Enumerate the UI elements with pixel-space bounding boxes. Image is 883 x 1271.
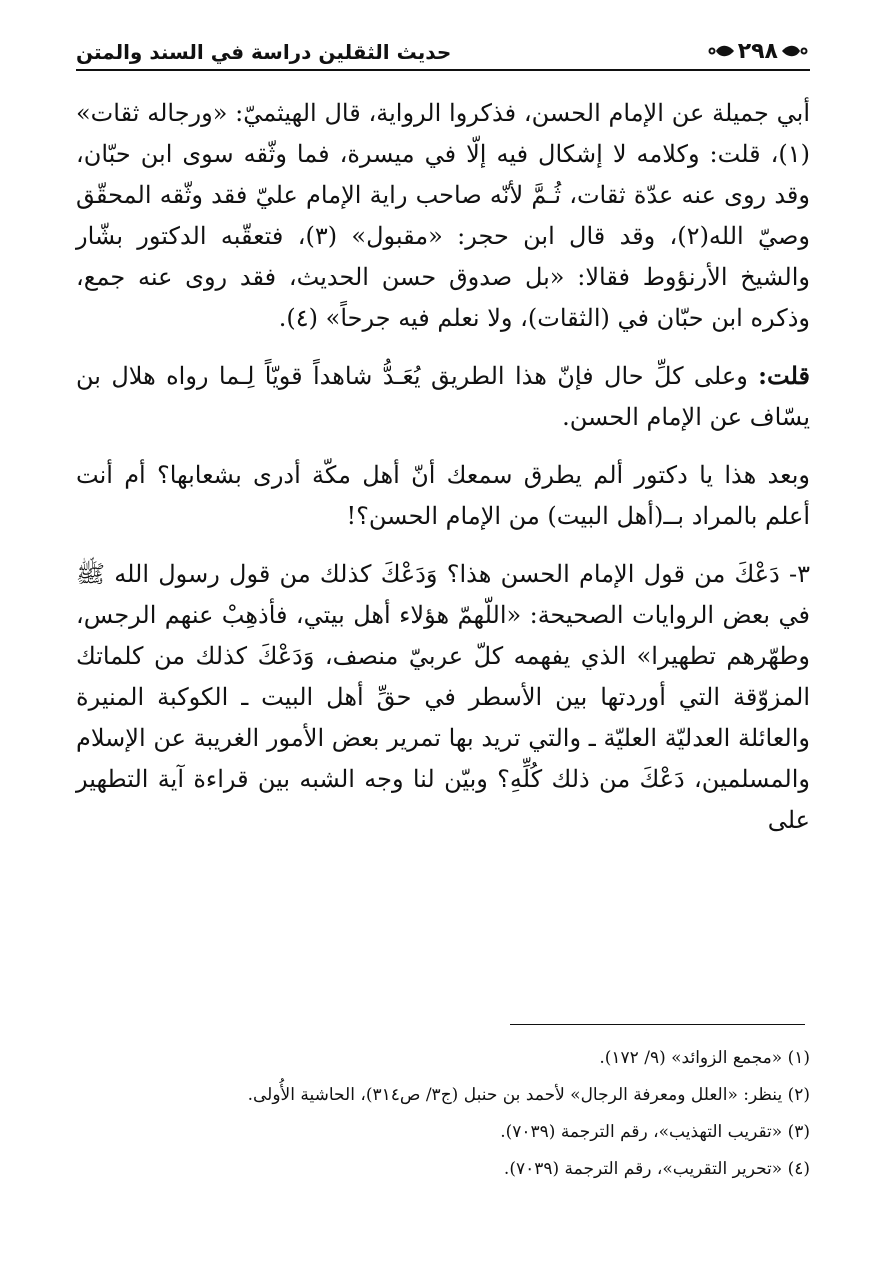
page-number-block [706,36,810,66]
right-ornament-icon [780,42,810,60]
paragraph-text: ٣- دَعْكَ من قول الإمام الحسن هذا؟ وَدَعْكَ كذلك من قول رسول الله ﷺ في بعض الروايات الصحيحة: «اللّهمّ هؤلاء أهل بيتي، فأذهِبْ عنهم الرجس، وطهّرهم تطهيرا» الذي يفهمه كلّ عربيّ منصف، وَدَعْكَ كذلك من كلماتك المزوّقة التي أوردتها بين الأسطر في حقِّ أهل البيت ـ الكوكبة المنيرة والعائلة العدليّة العليّة ـ والتي تريد بها تمرير بعض الأمور الغريبة عن الإسلام والمسلمين، دَعْكَ من ذلك كُلِّهِ؟ وبيّن لنا وجه الشبه بين قراءة آية التطهير على [76,560,810,834]
left-ornament-icon [706,42,736,60]
running-header [76,36,810,72]
paragraph-text: أبي جميلة عن الإمام الحسن، فذكروا الرواية، قال الهيثميّ: «ورجاله ثقات» (١)، قلت: وكلامه لا إشكال فيه إلّا في ميسرة، فما وثّقه سوى ابن حبّان، وقد روى عنه عدّة ثقات، ثُـمَّ لأنّه صاحب راية الإمام عليّ فقد وثّقه المحقّق وصيّ الله(٢)، وقد قال ابن حجر: «مقبول» (٣)، فتعقّبه الدكتور بشّار والشيخ الأرنؤوط فقالا: «بل صدوق حسن الحديث، فقد روى عنه جمع، وذكره ابن حبّان في (الثقات)، ولا نعلم فيه جرحاً» (٤). [76,99,811,332]
header-title: حديث الثقلين دراسة في السند والمتن [76,40,452,64]
paragraph-lead: قلت: [758,361,810,390]
paragraph [76,454,810,537]
paragraph [76,92,810,339]
footnotes [76,1042,810,1190]
footnote: (١) «مجمع الزوائد» (٩/ ١٧٢). [599,1048,810,1068]
main-text [76,92,810,841]
footnote-separator [510,1024,805,1025]
footnote: (٤) «تحرير التقريب»، رقم الترجمة (٧٠٣٩). [503,1159,810,1179]
paragraph-text: وعلى كلِّ حال فإنّ هذا الطريق يُعَـدُّ شاهداً قويّاً لِـما رواه هلال بن يسّاف عن الإمام الحسن. [76,362,810,431]
paragraph [76,553,810,841]
footnote: (٢) ينظر: «العلل ومعرفة الرجال» لأحمد بن حنبل (ج٣/ ص٣١٤)، الحاشية الأُولى. [247,1085,810,1105]
paragraph-text: وبعد هذا يا دكتور ألم يطرق سمعك أنّ أهل مكّة أدرى بشعابها؟ أم أنت أعلم بالمراد بــ(أهل البيت) من الإمام الحسن؟! [76,461,810,530]
paragraph [76,355,810,438]
page-number: ٢٩٨ [737,38,778,64]
header-rule [76,69,810,71]
footnote: (٣) «تقريب التهذيب»، رقم الترجمة (٧٠٣٩). [500,1122,810,1142]
